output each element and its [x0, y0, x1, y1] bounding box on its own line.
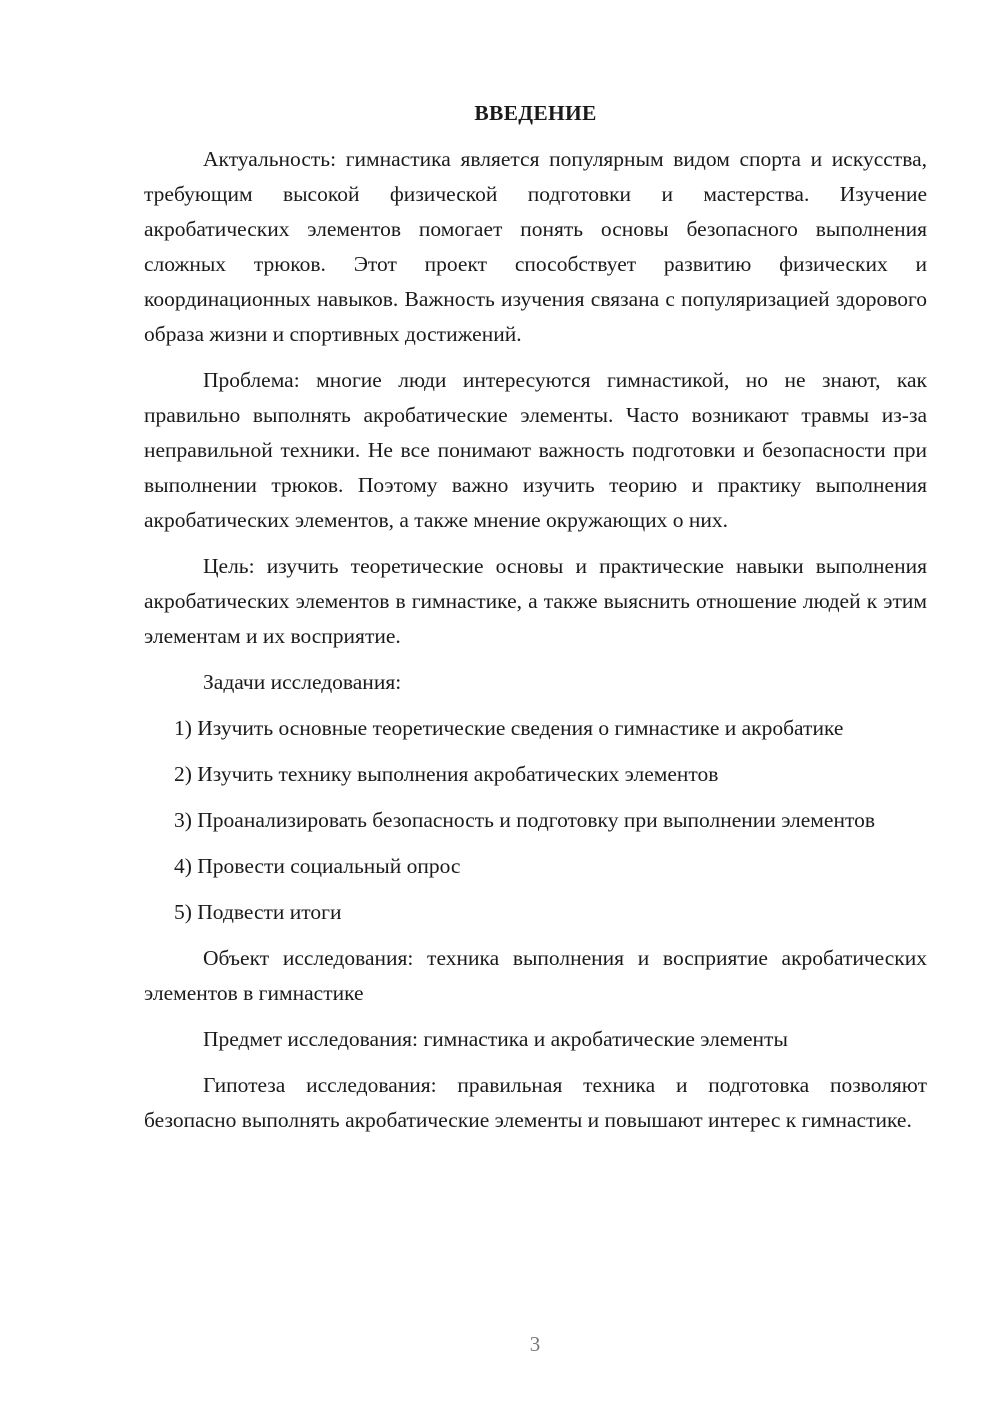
- relevance-paragraph: Актуальность: гимнастика является популярным видом спорта и искусства, требующим высокой физической подготовки и мастерства. Изучение акробатических элементов помогает понять основы безопасного выполнения сложных трюков. Этот проект способствует развитию физических и координационных навыков. Важность изучения связана с популяризацией здорового образа жизни и спортивных достижений.: [144, 147, 927, 346]
- task-item-3: 3) Проанализировать безопасность и подготовку при выполнении элементов: [174, 808, 875, 832]
- subject-paragraph: Предмет исследования: гимнастика и акробатические элементы: [203, 1027, 788, 1051]
- object-paragraph: Объект исследования: техника выполнения и восприятие акробатических элементов в гимнастике: [144, 946, 927, 1005]
- page-title: ВВЕДЕНИЕ: [474, 101, 597, 125]
- task-item-5: 5) Подвести итоги: [174, 900, 342, 924]
- goal-paragraph: Цель: изучить теоретические основы и практические навыки выполнения акробатических элементов в гимнастике, а также выяснить отношение людей к этим элементам и их восприятие.: [144, 554, 927, 648]
- problem-paragraph: Проблема: многие люди интересуются гимнастикой, но не знают, как правильно выполнять акробатические элементы. Часто возникают травмы из-за неправильной техники. Не все понимают важность подготовки и безопасности при выполнении трюков. Поэтому важно изучить теорию и практику выполнения акробатических элементов, а также мнение окружающих о них.: [144, 368, 927, 532]
- tasks-list: [144, 711, 927, 930]
- tasks-heading: Задачи исследования:: [203, 670, 402, 694]
- task-item-2: 2) Изучить технику выполнения акробатических элементов: [174, 762, 719, 786]
- page-number: 3: [529, 1332, 541, 1356]
- task-item-1: 1) Изучить основные теоретические сведения о гимнастике и акробатике: [174, 716, 844, 740]
- document-page: [144, 96, 927, 1149]
- task-item-4: 4) Провести социальный опрос: [174, 854, 461, 878]
- hypothesis-paragraph: Гипотеза исследования: правильная техника и подготовка позволяют безопасно выполнять акробатические элементы и повышают интерес к гимнастике.: [144, 1073, 927, 1132]
